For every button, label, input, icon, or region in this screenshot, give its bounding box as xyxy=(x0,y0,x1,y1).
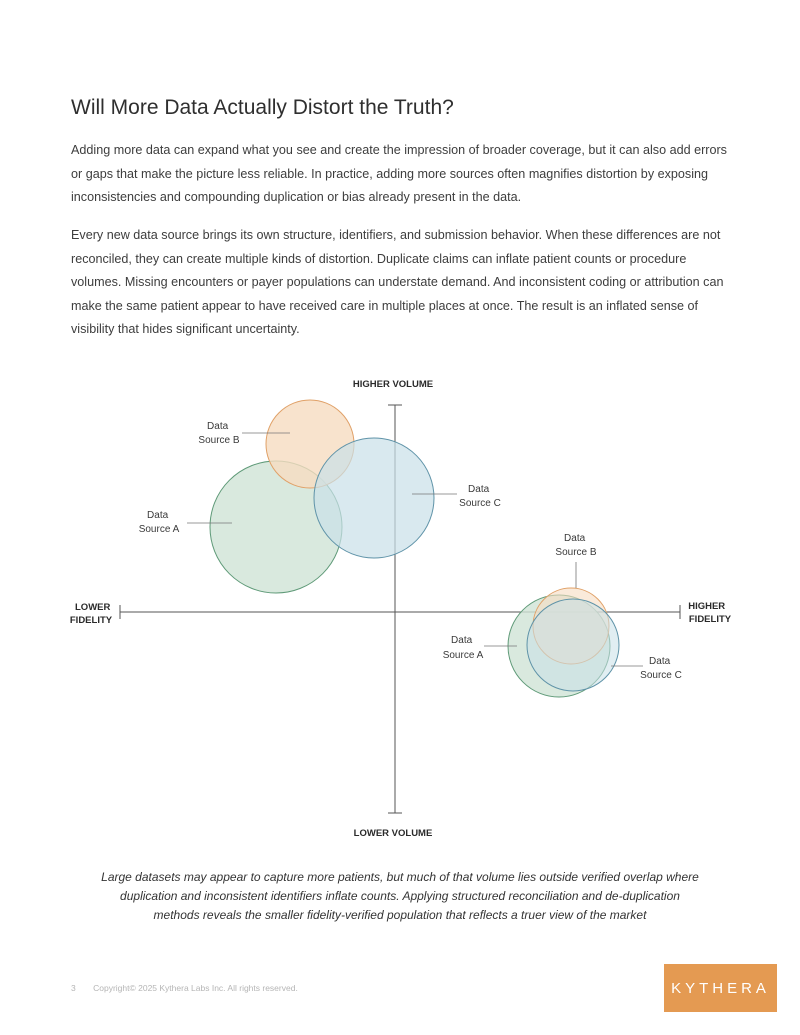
circle-source-c xyxy=(527,599,619,691)
figure-caption: Large datasets may appear to capture more patients, but much of that volume lies outside verified overlap where duplication and inconsistent identifiers inflate counts. Applying structured reconciliation and de-duplication methods reveals the smaller fidelity-verified population that reflects a truer view of the market xyxy=(101,870,699,922)
cluster-lower-right xyxy=(443,533,682,697)
copyright-text: Copyright© 2025 Kythera Labs Inc. All rights reserved. xyxy=(93,983,298,993)
circle-source-c xyxy=(314,438,434,558)
logo-wordmark: KYTHERA xyxy=(671,979,770,997)
axis-label-top: HIGHER VOLUME xyxy=(352,379,434,390)
label-source-a: Data Source A xyxy=(442,635,484,661)
axis-label-bottom: LOWER VOLUME xyxy=(353,828,433,839)
kythera-logo xyxy=(664,964,777,1012)
label-source-a: Data Source A xyxy=(138,510,180,535)
page-number: 3 xyxy=(71,983,76,993)
label-source-b: Data Source B xyxy=(555,533,597,558)
page-title: Will More Data Actually Distort the Truth? xyxy=(71,96,454,119)
fidelity-volume-diagram xyxy=(0,370,800,850)
label-source-b: Data Source B xyxy=(198,421,240,446)
cluster-upper-left xyxy=(139,400,501,593)
label-source-c: Data Source C xyxy=(640,656,682,681)
intro-paragraph: Adding more data can expand what you see and create the impression of broader coverage, but it can also add errors or gaps that make the picture less reliable. In practice, adding more sources often magnifies distortion by exposing inconsistencies and compounding duplication or bias already present in the data. xyxy=(71,143,727,204)
label-source-c: Data Source C xyxy=(459,484,501,509)
axis-label-left: LOWER FIDELITY xyxy=(69,602,113,626)
body-paragraph: Every new data source brings its own structure, identifiers, and submission behavior. When these differences are not reconciled, they can create multiple kinds of distortion. Duplicate claims can inflate patient counts or procedure volumes. Missing encounters or payer populations can understate demand. And inconsistent coding or attribution can make the same patient appear to have received care in multiple places at once. The result is an inflated sense of visibility that hides significant uncertainty. xyxy=(71,228,724,336)
footer xyxy=(71,983,298,993)
axis-label-right: HIGHER FIDELITY xyxy=(688,601,732,625)
